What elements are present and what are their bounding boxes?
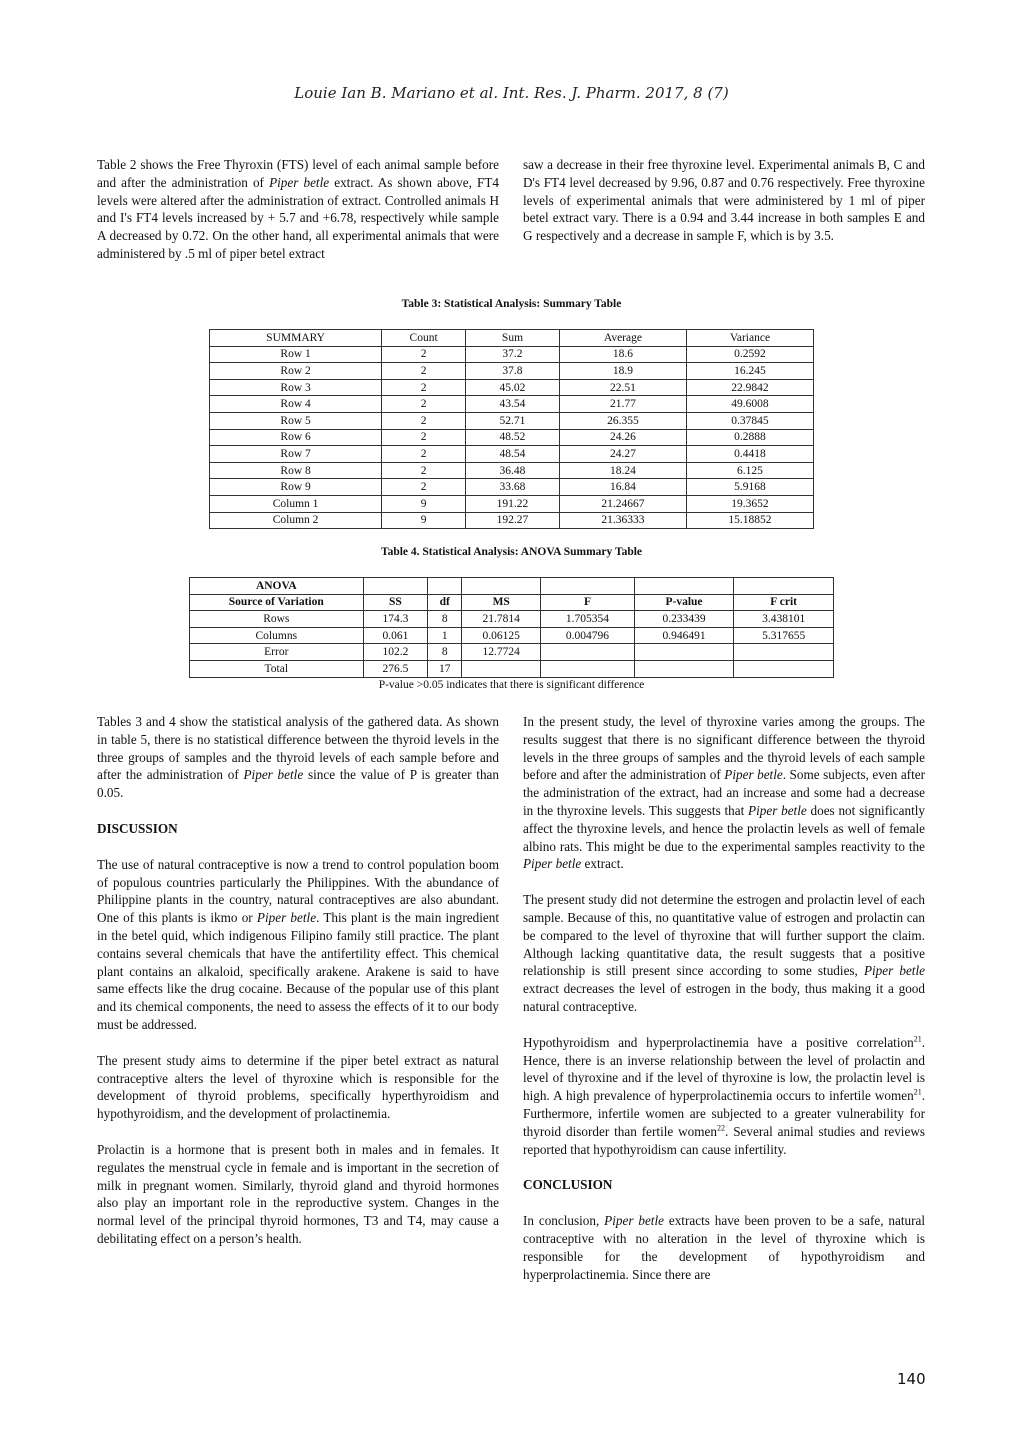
- table-cell: 24.27: [559, 446, 686, 463]
- empty-cell: [428, 578, 462, 595]
- table-cell: [541, 660, 634, 677]
- table-row: [210, 346, 814, 363]
- table-cell: 15.18852: [686, 512, 813, 529]
- table-cell: 33.68: [466, 479, 560, 496]
- table-cell: [634, 644, 734, 661]
- table-cell: 3.438101: [734, 611, 834, 628]
- table-cell: 26.355: [559, 412, 686, 429]
- table-row: [190, 644, 834, 661]
- discussion-paragraph-3: Prolactin is a hormone that is present both in males and in females. It regulates the menstrual cycle in female and is important in the secretion of milk in pregnant women. Similarly, thyroid gland and thyroid hormones also play an important role in the reproductive system. Changes in the normal level of the principal thyroid hormones, T3 and T4, may cause a debilitating effect on a person’s health.: [97, 1141, 499, 1246]
- results-paragraph-1: In the present study, the level of thyroxine varies among the groups. The results suggest that there is no significant difference between the thyroid levels in the three groups of samples and the thyroid levels of each sample before and after the administration of Piper betle. Some subjects, even after the administration of the extract, had an increase and some had a decrease in the thyroxine levels. This suggests that Piper betle does not significantly affect the thyroxine levels, and hence the prolactin levels as well of female albino rats. This might be due to the experimental samples reactivity to the Piper betle extract.: [523, 714, 925, 872]
- anova-note: P-value >0.05 indicates that there is significant difference: [378, 679, 645, 691]
- table-row: [210, 396, 814, 413]
- table-cell: 0.946491: [634, 627, 734, 644]
- table-row: [210, 379, 814, 396]
- intro-left-column: [97, 156, 499, 281]
- table-cell: 2: [382, 462, 466, 479]
- anova-header-cell: Source of Variation: [190, 594, 364, 611]
- table-cell: [462, 660, 541, 677]
- table-cell: [541, 644, 634, 661]
- table-cell: 16.245: [686, 363, 813, 380]
- table-cell: 19.3652: [686, 495, 813, 512]
- discussion-paragraph-1: The use of natural contraceptive is now a trend to control population boom of populous countries particularly the Philippines. With the abundance of Philippine plants in the country, natural contraceptives are also abundant. One of this plants is ikmo or Piper betle. This plant is the main ingredient in the betel quid, which indigenous Filipino family still practice. The plant contains several chemicals that have the antifertility effect. This chemical plant contains an alkaloid, specifically arakene. Arakene is said to have same effects like the drug cocaine. Because of the popular use of this plant and its chemical components, the need to assess the effects of it to our body must be addressed.: [97, 856, 499, 1032]
- table-cell: Column 1: [210, 495, 382, 512]
- table-cell: Row 6: [210, 429, 382, 446]
- table-row: [190, 660, 834, 677]
- table-cell: 191.22: [466, 495, 560, 512]
- summary-table-header-row: [210, 330, 814, 347]
- empty-cell: [462, 578, 541, 595]
- empty-cell: [541, 578, 634, 595]
- discussion-heading: DISCUSSION: [97, 820, 178, 836]
- table-cell: 21.36333: [559, 512, 686, 529]
- table-cell: 8: [428, 611, 462, 628]
- table-cell: 37.8: [466, 363, 560, 380]
- table-cell: Row 5: [210, 412, 382, 429]
- table-cell: 2: [382, 346, 466, 363]
- table-row: [210, 512, 814, 529]
- discussion-paragraph-2: The present study aims to determine if the piper betel extract as natural contraceptive alters the level of thyroxine which is responsible for the development of thyroid problems, specifically hyperthyroidism and hypothyroidism, and the development of prolactinemia.: [97, 1052, 499, 1122]
- summary-header-cell: SUMMARY: [210, 330, 382, 347]
- table-row: [210, 479, 814, 496]
- table-cell: 1: [428, 627, 462, 644]
- table-cell: 5.317655: [734, 627, 834, 644]
- anova-title: ANOVA: [190, 578, 364, 595]
- body-right-column: [523, 713, 925, 1301]
- table-cell: 21.24667: [559, 495, 686, 512]
- table-cell: [634, 660, 734, 677]
- table-cell: 0.4418: [686, 446, 813, 463]
- table-cell: 36.48: [466, 462, 560, 479]
- table-cell: 0.233439: [634, 611, 734, 628]
- table-row: [190, 627, 834, 644]
- table-cell: 37.2: [466, 346, 560, 363]
- table-cell: 5.9168: [686, 479, 813, 496]
- table-cell: 49.6008: [686, 396, 813, 413]
- table-cell: 102.2: [363, 644, 428, 661]
- body-left-column: [97, 713, 499, 1266]
- anova-header-cell: MS: [462, 594, 541, 611]
- table-cell: 18.9: [559, 363, 686, 380]
- table-row: [210, 363, 814, 380]
- running-head: Louie Ian B. Mariano et al. Int. Res. J. Pharm. 2017, 8 (7): [294, 84, 729, 102]
- table-cell: Row 9: [210, 479, 382, 496]
- table-row: [210, 462, 814, 479]
- table-cell: 8: [428, 644, 462, 661]
- summary-header-cell: Sum: [466, 330, 560, 347]
- table-cell: 45.02: [466, 379, 560, 396]
- table-cell: Row 3: [210, 379, 382, 396]
- citation-22: 22: [716, 1123, 725, 1133]
- table-cell: 22.9842: [686, 379, 813, 396]
- conclusion-paragraph: In conclusion, Piper betle extracts have been proven to be a safe, natural contraceptive with no alteration in the level of thyroxine which is responsible for the development of hypothyroidism and hyperprolactinemia. Since there are: [523, 1213, 925, 1282]
- stats-paragraph: Tables 3 and 4 show the statistical analysis of the gathered data. As shown in table 5, there is no statistical difference between the thyroid levels in the three groups of samples and the thyroid levels of each sample before and after the administration of Piper betle since the value of P is greater than 0.05.: [97, 714, 500, 801]
- table-cell: Row 2: [210, 363, 382, 380]
- table-cell: 18.24: [559, 462, 686, 479]
- table-cell: 174.3: [363, 611, 428, 628]
- empty-cell: [734, 578, 834, 595]
- table-row: [210, 446, 814, 463]
- anova-header-row: [190, 594, 834, 611]
- table-cell: 276.5: [363, 660, 428, 677]
- table-cell: 24.26: [559, 429, 686, 446]
- table-cell: 18.6: [559, 346, 686, 363]
- conclusion-heading: CONCLUSION: [523, 1177, 613, 1193]
- anova-header-cell: df: [428, 594, 462, 611]
- table-cell: Row 7: [210, 446, 382, 463]
- table-cell: Row 1: [210, 346, 382, 363]
- intro-right-column: [523, 156, 925, 263]
- table-cell: 16.84: [559, 479, 686, 496]
- summary-table: [209, 329, 814, 529]
- table-cell: Total: [190, 660, 364, 677]
- results-paragraph-3: Hypothyroidism and hyperprolactinemia have a positive correlation$^{21}$. Hence, there is an inverse relationship between the level of prolactin and level of thyroxine and if the level of thyroxine is low, the prolactin level is high. A high prevalence of hyperprolactinemia occurs to infertile women$^{21}$. Furthermore, infertile women are subjected to a greater vulnerability for thyroid disorder than fertile women$^{22}$. Several animal studies and reviews reported that hypothyroidism can cause infertility.: [523, 1034, 925, 1157]
- table-cell: 48.54: [466, 446, 560, 463]
- anova-header-cell: SS: [363, 594, 428, 611]
- table-cell: 9: [382, 495, 466, 512]
- table-row: [190, 611, 834, 628]
- table-cell: Row 4: [210, 396, 382, 413]
- summary-table-body: [210, 346, 814, 529]
- summary-header-cell: Variance: [686, 330, 813, 347]
- table3-caption: Table 3: Statistical Analysis: Summary Table: [401, 298, 622, 310]
- table-cell: 0.37845: [686, 412, 813, 429]
- table-cell: 2: [382, 363, 466, 380]
- anova-title-row: [190, 578, 834, 595]
- table-cell: 2: [382, 412, 466, 429]
- table-cell: [734, 644, 834, 661]
- summary-header-cell: Count: [382, 330, 466, 347]
- anova-header-cell: F: [541, 594, 634, 611]
- citation-21: 21: [913, 1087, 922, 1097]
- table-cell: Column 2: [210, 512, 382, 529]
- empty-cell: [634, 578, 734, 595]
- anova-header-cell: F crit: [734, 594, 834, 611]
- table-cell: [734, 660, 834, 677]
- table-cell: 2: [382, 379, 466, 396]
- table-cell: Error: [190, 644, 364, 661]
- table-cell: 0.2888: [686, 429, 813, 446]
- intro-paragraph-left: Table 2 shows the Free Thyroxin (FTS) level of each animal sample before and after the administration of Piper betle extract. As shown above, FT4 levels were altered after the administration of extract. Controlled animals H and I's FT4 levels increased by + 5.7 and +6.78, respectively while sample A decreased by 0.72. On the other hand, all experimental animals that were administered by .5 ml of piper betel extract: [97, 157, 499, 261]
- table-cell: 9: [382, 512, 466, 529]
- intro-paragraph-right: saw a decrease in their free thyroxine level. Experimental animals B, C and D's FT4 level decreased by 9.96, 0.87 and 0.76 respectively. Free thyroxine levels of experimental animals that were administered by 1 ml of piper betel extract vary. There is a 0.94 and 3.44 increase in both samples E and G respectively and a decrease in sample F, which is by 3.5.: [523, 157, 925, 244]
- table-row: [210, 412, 814, 429]
- table-cell: 2: [382, 446, 466, 463]
- table-cell: 0.2592: [686, 346, 813, 363]
- empty-cell: [363, 578, 428, 595]
- table4-caption: Table 4. Statistical Analysis: ANOVA Summary Table: [380, 546, 643, 558]
- table-cell: 0.004796: [541, 627, 634, 644]
- table-cell: 0.061: [363, 627, 428, 644]
- table-cell: 21.77: [559, 396, 686, 413]
- page-number: 140: [897, 1370, 926, 1388]
- summary-header-cell: Average: [559, 330, 686, 347]
- table-row: [210, 429, 814, 446]
- table-cell: 6.125: [686, 462, 813, 479]
- table-cell: Columns: [190, 627, 364, 644]
- table-cell: 2: [382, 429, 466, 446]
- table-cell: 43.54: [466, 396, 560, 413]
- anova-table: [189, 577, 834, 678]
- table-cell: 2: [382, 479, 466, 496]
- table-cell: 17: [428, 660, 462, 677]
- table-cell: 12.7724: [462, 644, 541, 661]
- table-cell: 21.7814: [462, 611, 541, 628]
- citation-21: 21: [913, 1034, 922, 1044]
- table-cell: 52.71: [466, 412, 560, 429]
- table-cell: 48.52: [466, 429, 560, 446]
- table-cell: 1.705354: [541, 611, 634, 628]
- table-row: [210, 495, 814, 512]
- table-cell: 2: [382, 396, 466, 413]
- anova-table-body: [190, 611, 834, 677]
- table-cell: 0.06125: [462, 627, 541, 644]
- table-cell: Row 8: [210, 462, 382, 479]
- anova-header-cell: P-value: [634, 594, 734, 611]
- table-cell: 22.51: [559, 379, 686, 396]
- table-cell: 192.27: [466, 512, 560, 529]
- table-cell: Rows: [190, 611, 364, 628]
- results-paragraph-2: The present study did not determine the estrogen and prolactin level of each sample. Because of this, no quantitative value of estrogen and prolactin can be compared to the level of thyroxine that will further support the claim. Although lacking quantitative data, the result suggests that a positive relationship is still present since according to some studies, Piper betle extract decreases the level of estrogen in the body, thus making it a good natural contraceptive.: [523, 892, 925, 1014]
